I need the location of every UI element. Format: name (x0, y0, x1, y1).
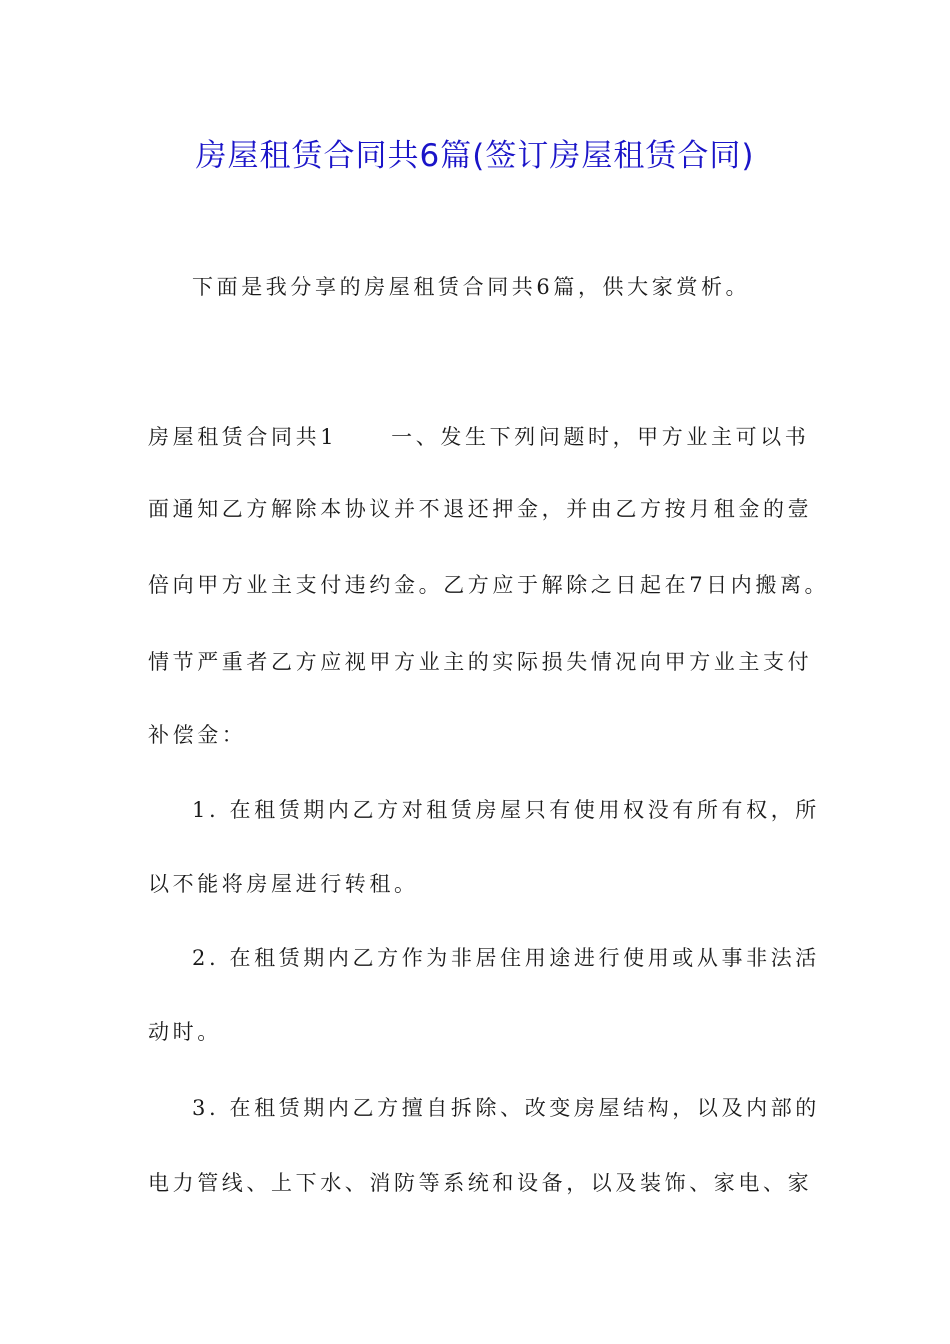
paragraph-line: 倍向甲方业主支付违约金。乙方应于解除之日起在7日内搬离。 (148, 573, 830, 597)
list-item-line: 2. 在租赁期内乙方作为非居住用途进行使用或从事非法活 (192, 946, 820, 970)
list-item-line: 以不能将房屋进行转租。 (148, 872, 419, 896)
paragraph-line: 补偿金： (148, 723, 247, 747)
section-heading: 房屋租赁合同共1 (148, 425, 338, 449)
paragraph-line: 情节严重者乙方应视甲方业主的实际损失情况向甲方业主支付 (148, 650, 813, 674)
paragraph-line (148, 422, 809, 452)
list-item-line: 电力管线、上下水、消防等系统和设备，以及装饰、家电、家 (148, 1171, 813, 1195)
document-title: 房屋租赁合同共6篇(签订房屋租赁合同) (195, 138, 755, 174)
paragraph-line: 面通知乙方解除本协议并不退还押金，并由乙方按月租金的壹 (148, 497, 813, 521)
list-item-line: 1. 在租赁期内乙方对租赁房屋只有使用权没有所有权，所 (192, 798, 820, 822)
paragraph-text: 一、发生下列问题时，甲方业主可以书 (391, 425, 810, 449)
list-item-line: 动时。 (148, 1020, 222, 1044)
intro-paragraph: 下面是我分享的房屋租赁合同共6篇，供大家赏析。 (192, 275, 751, 299)
list-item-line: 3. 在租赁期内乙方擅自拆除、改变房屋结构，以及内部的 (192, 1096, 820, 1120)
